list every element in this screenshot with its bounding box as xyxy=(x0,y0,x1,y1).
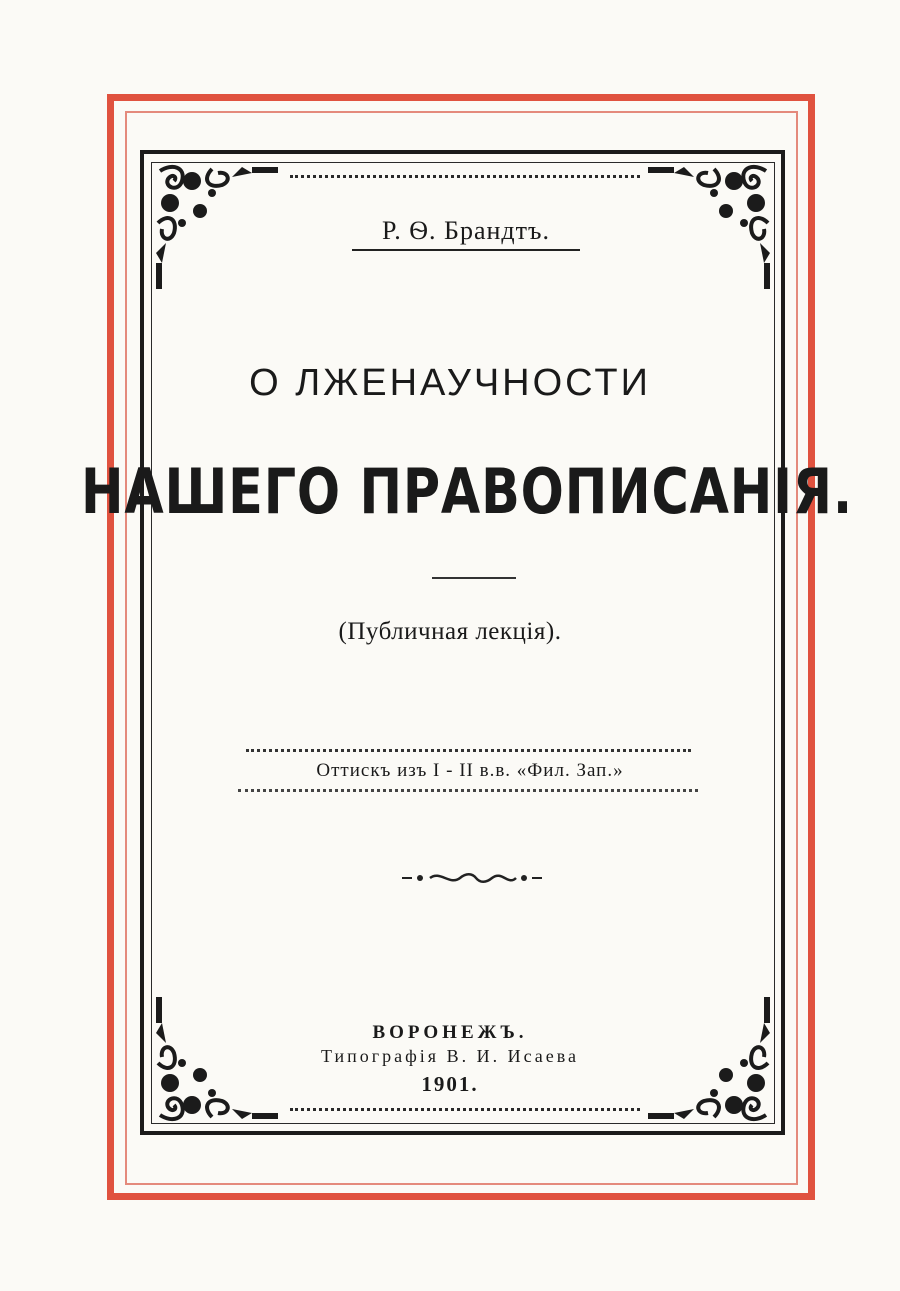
offprint-rule-top xyxy=(246,749,691,752)
city: ВОРОНЕЖЪ. xyxy=(372,1022,528,1043)
title-line-2: НАШЕГО ПРАВОПИСАНІЯ. xyxy=(81,455,853,528)
printer: Типографія В. И. Исаева xyxy=(320,1046,580,1066)
top-dotted-edge xyxy=(290,175,640,178)
center-ornament xyxy=(396,868,546,888)
title-line-1: О ЛЖЕНАУЧНОСТИ xyxy=(249,362,651,404)
offprint-note: Оттискъ изъ I - II в.в. «Фил. Зап.» xyxy=(316,760,624,781)
year: 1901. xyxy=(421,1072,479,1096)
bottom-dotted-edge xyxy=(290,1108,640,1111)
title-divider xyxy=(432,577,516,579)
subtitle: (Публичная лекція). xyxy=(338,618,562,645)
offprint-rule-bottom xyxy=(238,789,698,792)
author-name: Р. Ѳ. Брандтъ. xyxy=(382,216,550,245)
author-underline xyxy=(352,249,580,251)
corner-ornament-top-right xyxy=(644,163,774,293)
corner-ornament-top-left xyxy=(152,163,282,293)
